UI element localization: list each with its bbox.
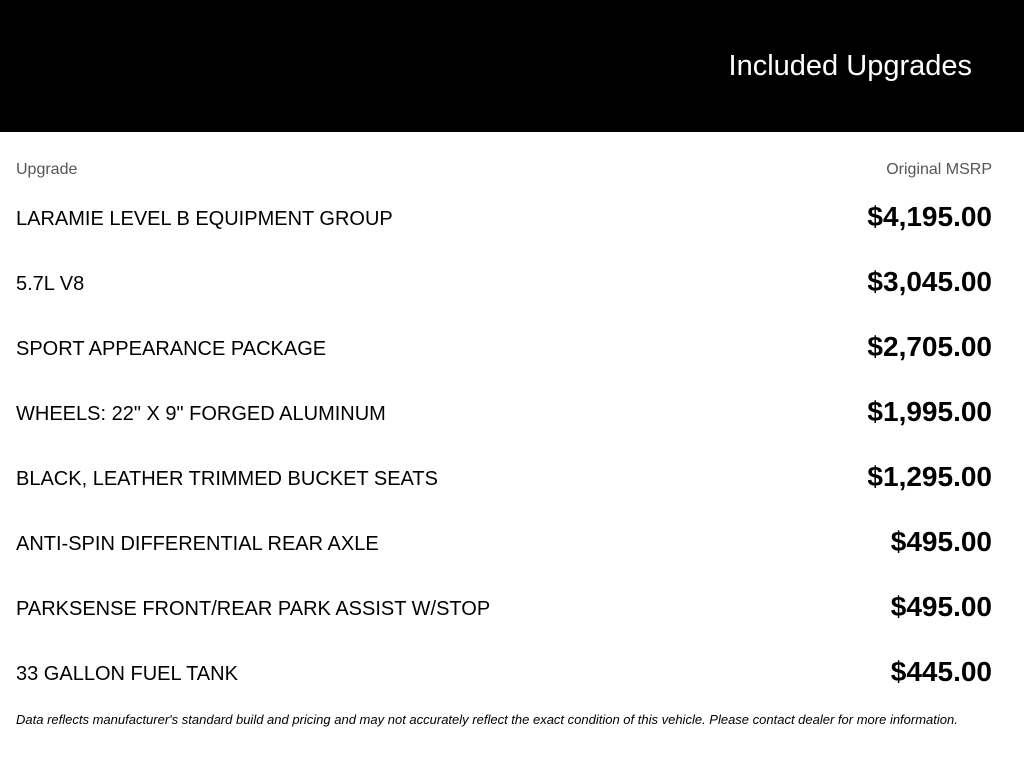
upgrade-price: $2,705.00 [867,331,992,362]
upgrade-name: ANTI-SPIN DIFFERENTIAL REAR AXLE [16,533,379,555]
upgrade-price: $1,995.00 [867,396,992,427]
upgrade-row [16,456,992,521]
upgrade-price: $3,045.00 [867,266,992,297]
upgrade-name: LARAMIE LEVEL B EQUIPMENT GROUP [16,208,393,230]
upgrade-row [16,196,992,261]
upgrade-row [16,391,992,456]
upgrade-row [16,651,992,716]
upgrade-price: $495.00 [890,526,992,557]
column-header-msrp: Original MSRP [886,161,992,178]
upgrade-row [16,586,992,651]
column-headers [16,160,992,180]
column-header-upgrade: Upgrade [16,161,78,178]
upgrade-row [16,326,992,391]
upgrade-name: PARKSENSE FRONT/REAR PARK ASSIST W/STOP [16,598,491,620]
upgrade-list [16,196,992,716]
header-banner [0,0,1024,132]
upgrade-price: $495.00 [890,591,992,622]
page-title: Included Upgrades [728,50,972,82]
upgrade-price: $1,295.00 [867,461,992,492]
upgrade-price: $445.00 [890,656,992,687]
upgrade-price: $4,195.00 [867,201,992,232]
upgrade-name: 33 GALLON FUEL TANK [16,663,238,685]
upgrade-name: SPORT APPEARANCE PACKAGE [16,338,327,360]
disclaimer-text: Data reflects manufacturer's standard build and pricing and may not accurately reflect the exact condition of this vehicle. Please contact dealer for more information. [16,712,958,727]
upgrade-name: 5.7L V8 [16,273,85,295]
upgrade-name: BLACK, LEATHER TRIMMED BUCKET SEATS [16,468,438,490]
upgrade-name: WHEELS: 22" X 9" FORGED ALUMINUM [16,403,386,425]
upgrade-row [16,521,992,586]
upgrade-row [16,261,992,326]
